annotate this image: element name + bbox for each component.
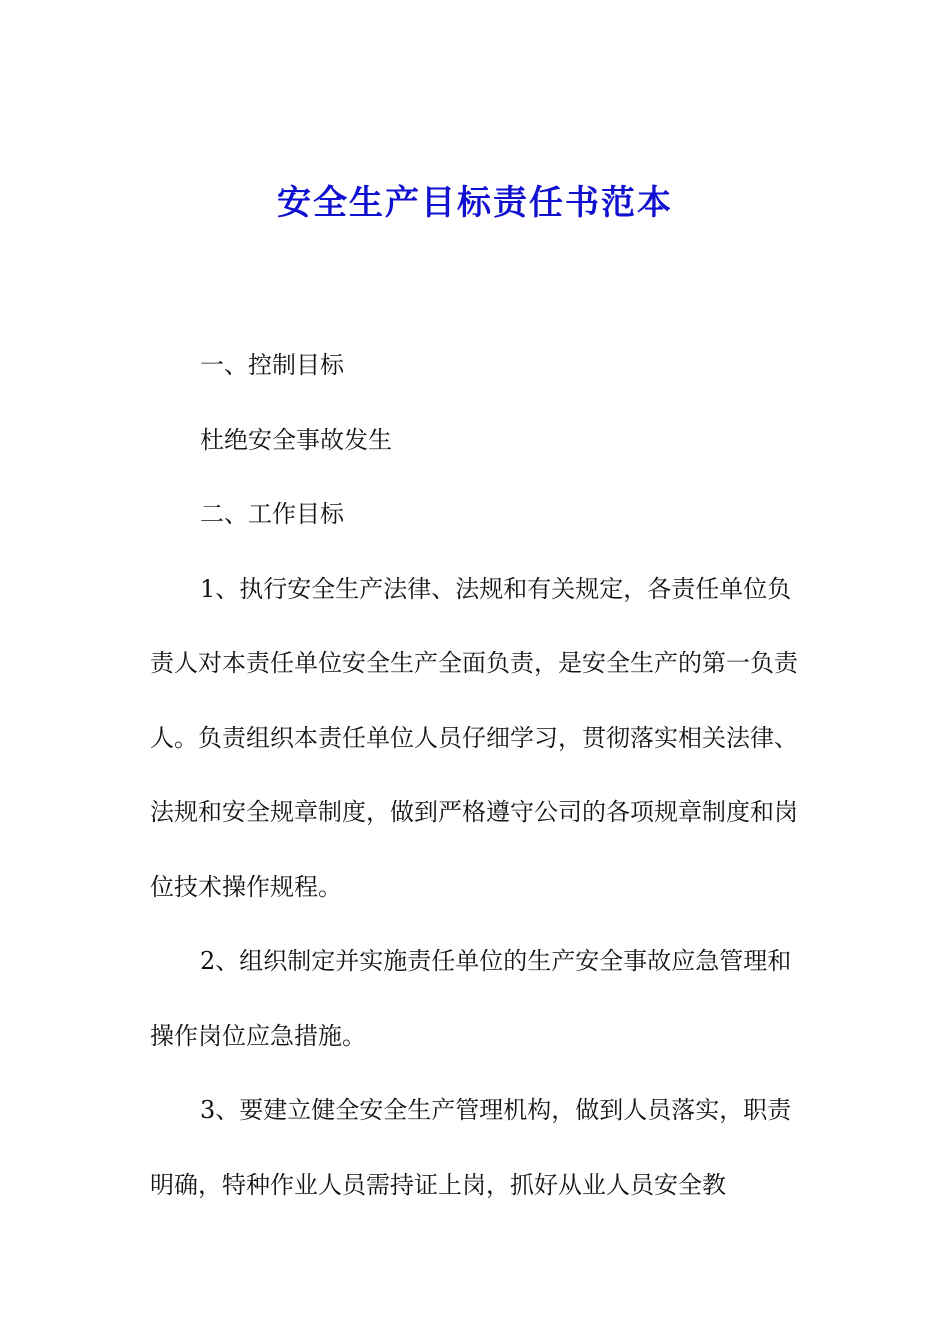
document-title: 安全生产目标责任书范本 [277,183,673,223]
paragraph-item-3: 3、要建立健全安全生产管理机构，做到人员落实，职责明确，特种作业人员需持证上岗，抓好从业人员安全教 [150,1096,792,1199]
document-body [150,328,805,1222]
paragraph-item-2: 2、组织制定并实施责任单位的生产安全事故应急管理和操作岗位应急措施。 [150,947,792,1050]
paragraph-control-goal-heading: 一、控制目标 [200,351,344,379]
paragraph-control-goal: 杜绝安全事故发生 [200,425,392,454]
paragraph-work-goal-heading: 二、工作目标 [200,500,344,528]
paragraph-item-1: 1、执行安全生产法律、法规和有关规定，各责任单位负责人对本责任单位安全生产全面负责，是安全生产的第一负责人。负责组织本责任单位人员仔细学习，贯彻落实相关法律、法规和安全规章制度，做到严格遵守公司的各项规章制度和岗位技术操作规程。 [150,574,798,901]
